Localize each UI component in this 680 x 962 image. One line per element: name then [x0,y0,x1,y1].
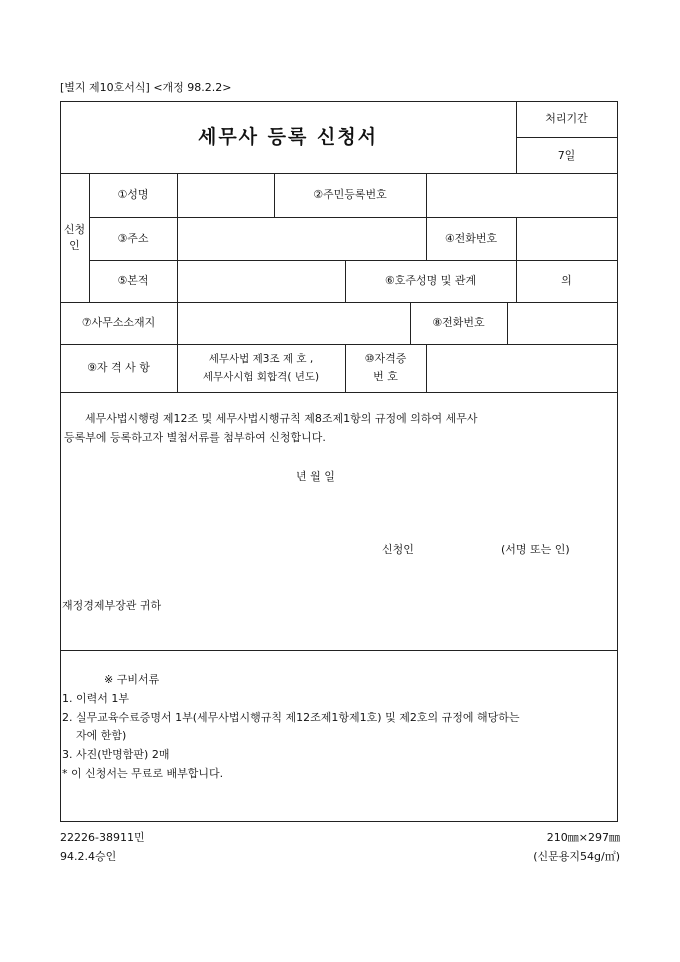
processing-period-value: 7일 [557,149,576,162]
name-label: ①성명 [117,188,149,201]
signature-note: (서명 또는 인) [501,543,570,556]
required-docs-heading: ※ 구비서류 [104,673,160,686]
resident-number-field[interactable] [427,174,616,216]
application-statement-line-1: 세무사법시행령 제12조 및 세무사법시행규칙 제8조제1항의 규정에 의하여 세무사 [85,412,478,425]
approval-date: 94.2.4승인 [60,850,117,863]
required-doc-item-3: 3. 사진(반명함판) 2매 [62,748,170,761]
office-phone-label: ⑧전화번호 [432,316,485,329]
qualification-label: ⑨자 격 사 항 [87,361,150,374]
free-distribution-note: * 이 신청서는 무료로 배부합니다. [62,767,224,780]
household-head-label: ⑥호주성명 및 관계 [384,274,477,287]
qualification-line-1: 세무사법 제3조 제 호 , [208,353,314,365]
applicant-signature-label: 신청인 [382,543,414,556]
paper-size: 210㎜×297㎜ [546,831,620,844]
certificate-label-2: 번 호 [373,370,398,383]
form-number-label: [별지 제10호서식] <개정 98.2.2> [60,81,232,94]
phone-field[interactable] [517,218,616,259]
name-field[interactable] [178,174,273,216]
resident-number-label: ②주민등록번호 [313,188,387,201]
required-doc-item-1: 1. 이력서 1부 [62,692,129,705]
office-phone-field[interactable] [508,303,616,343]
processing-period-label: 처리기간 [545,112,588,125]
paper-spec: (신문용지54g/㎡) [533,850,620,863]
qualification-line-2: 세무사시험 회합격( 년도) [202,371,320,383]
address-field[interactable] [178,218,425,259]
address-label: ③주소 [117,232,149,245]
page-title: 세무사 등록 신청서 [197,126,379,148]
date-line: 년 월 일 [296,470,335,483]
certificate-number-field[interactable] [427,345,616,391]
addressee: 재정경제부장관 귀하 [62,599,162,612]
household-suffix: 의 [561,274,572,287]
applicant-group-label: 신청 인 [63,223,86,252]
certificate-label-1: ⑩자격증 [364,352,407,365]
domicile-field[interactable] [178,261,344,301]
domicile-label: ⑤본적 [117,274,149,287]
required-doc-item-2: 2. 실무교육수료증명서 1부(세무사법시행규칙 제12조제1항제1호) 및 제2호의 규정에 해당하는 [62,711,520,724]
phone-label: ④전화번호 [444,232,498,245]
required-doc-item-2-cont: 자에 한함) [76,729,127,742]
office-address-label: ⑦사무소소재지 [81,316,156,329]
form-code: 22226-38911민 [60,831,145,844]
office-address-field[interactable] [178,303,409,343]
application-statement-line-2: 등록부에 등록하고자 별첨서류를 첨부하여 신청합니다. [64,431,326,444]
